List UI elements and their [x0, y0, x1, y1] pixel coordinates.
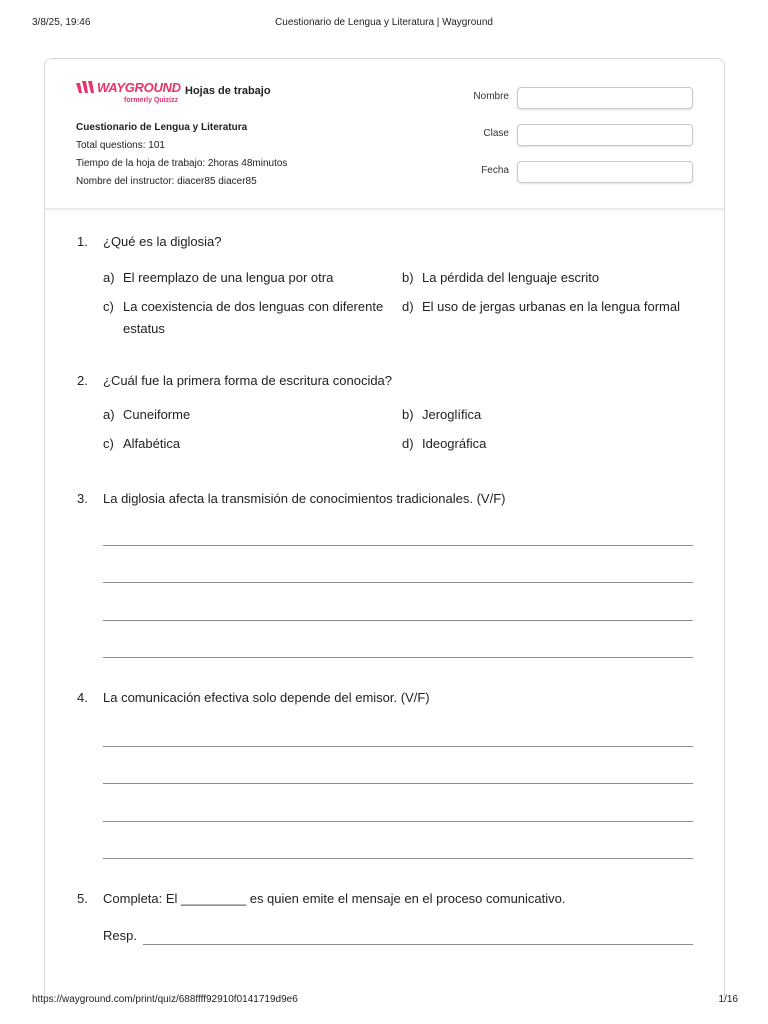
clase-label: Clase [483, 128, 509, 139]
option-c [103, 296, 393, 340]
answer-line[interactable] [103, 858, 693, 859]
worksheet-header [45, 59, 724, 209]
clase-field[interactable] [517, 124, 693, 146]
option-text: La coexistencia de dos lenguas con diferente [123, 299, 384, 314]
print-header [0, 17, 768, 33]
option-text: El reemplazo de una lengua por otra [123, 270, 334, 285]
option-letter: d) [402, 436, 414, 451]
page-number: 1/16 [718, 994, 738, 1005]
answer-line[interactable] [103, 545, 693, 546]
option-text: La pérdida del lenguaje escrito [422, 270, 600, 285]
print-url: https://wayground.com/print/quiz/688ffff92910f0141719d9e6 [32, 994, 298, 1005]
question-text: ¿Cuál fue la primera forma de escritura conocida? [103, 373, 393, 388]
nombre-field[interactable] [517, 87, 693, 109]
worksheet-time: Tiempo de la hoja de trabajo: 2horas 48minutos [76, 158, 288, 169]
option-a [103, 404, 190, 426]
nombre-label: Nombre [473, 91, 509, 102]
question-text: Completa: El _________ es quien emite el mensaje en el proceso comunicativo. [103, 891, 566, 906]
option-letter: b) [402, 270, 414, 285]
option-letter: b) [402, 407, 414, 422]
response-line[interactable] [143, 944, 693, 945]
question-number: 4. [77, 690, 88, 705]
quiz-title: Cuestionario de Lengua y Literatura [76, 122, 248, 133]
fecha-field[interactable] [517, 161, 693, 183]
question-number: 1. [77, 234, 88, 249]
wayground-logo [76, 79, 180, 107]
sheet-type: Hojas de trabajo [185, 85, 271, 97]
question-number: 5. [77, 891, 88, 906]
option-d [402, 433, 486, 455]
option-text: El uso de jergas urbanas en la lengua formal [422, 299, 680, 314]
question-number: 3. [77, 491, 88, 506]
option-text-continued: estatus [123, 321, 165, 336]
option-text: Ideográfica [422, 436, 487, 451]
answer-line[interactable] [103, 582, 693, 583]
quiz-meta [76, 119, 287, 191]
option-text: Cuneiforme [123, 407, 191, 422]
answer-line[interactable] [103, 657, 693, 658]
answer-line[interactable] [103, 821, 693, 822]
answer-line[interactable] [103, 746, 693, 747]
question-text: La comunicación efectiva solo depende del emisor. (V/F) [103, 690, 430, 705]
worksheet [44, 58, 725, 998]
option-b [402, 267, 599, 289]
answer-line[interactable] [103, 783, 693, 784]
option-c [103, 433, 180, 455]
answer-line[interactable] [103, 620, 693, 621]
option-letter: d) [402, 299, 414, 314]
print-title: Cuestionario de Lengua y Literatura | Wayground [275, 17, 493, 28]
option-letter: c) [103, 436, 114, 451]
option-a [103, 267, 333, 289]
option-d [402, 296, 680, 318]
instructor-name: Nombre del instructor: diacer85 diacer85 [76, 176, 257, 187]
print-date: 3/8/25, 19:46 [32, 17, 91, 28]
response-label: Resp. [103, 928, 137, 943]
question-text: La diglosia afecta la transmisión de conocimientos tradicionales. (V/F) [103, 491, 506, 506]
option-b [402, 404, 481, 426]
option-letter: a) [103, 270, 115, 285]
print-footer [0, 994, 768, 1010]
question-number: 2. [77, 373, 88, 388]
brand-name: WAYGROUND [97, 80, 181, 95]
fecha-label: Fecha [481, 165, 509, 176]
option-letter: c) [103, 299, 114, 314]
option-text: Alfabética [123, 436, 181, 451]
question-text: ¿Qué es la diglosia? [103, 234, 222, 249]
total-questions: Total questions: 101 [76, 140, 165, 151]
option-letter: a) [103, 407, 115, 422]
brand-formerly: formerly Quizizz [124, 97, 179, 104]
option-text: Jeroglífica [422, 407, 482, 422]
